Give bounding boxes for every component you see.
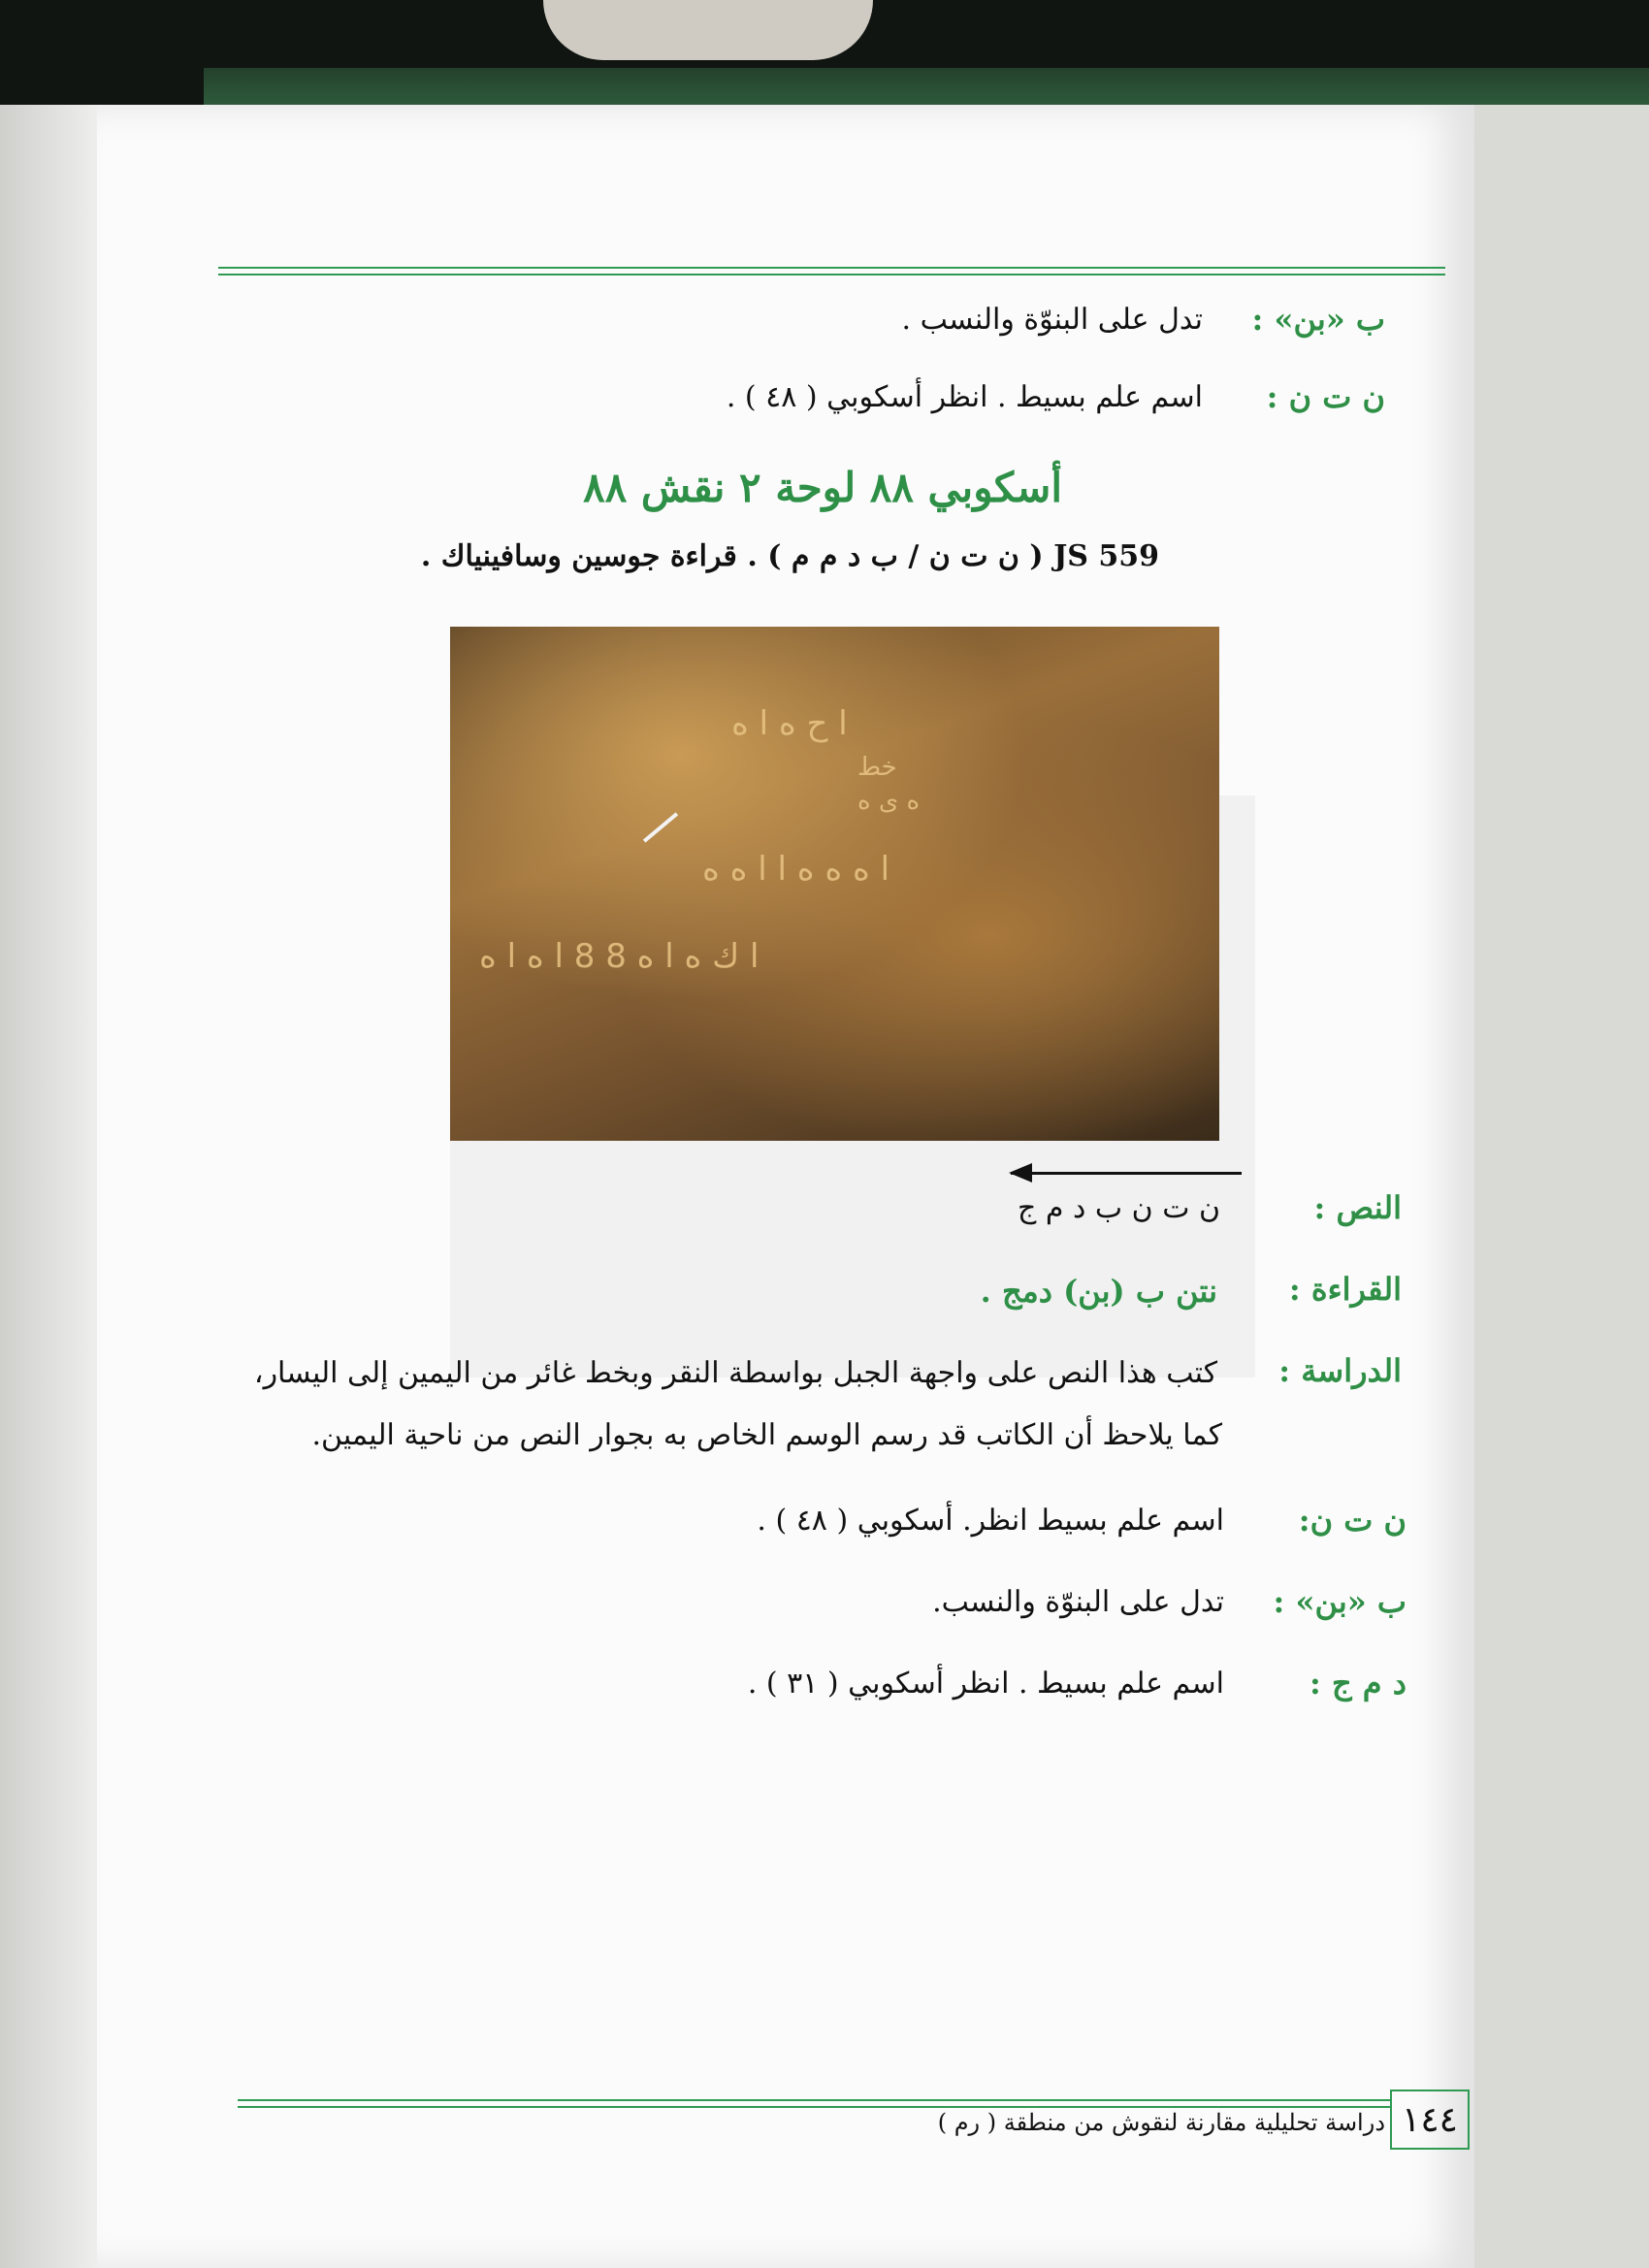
text-label: النص : xyxy=(1313,1189,1402,1226)
study-line-2: كما يلاحظ أن الكاتب قد رسم الوسم الخاص به بجوار النص من ناحية اليمين. xyxy=(311,1418,1222,1452)
rock-inscription-photo xyxy=(450,627,1219,1141)
note-definition-3: اسم علم بسيط . انظر أسكوبي ( ٣١ ) . xyxy=(747,1667,1224,1701)
page-gutter xyxy=(0,105,97,2268)
photo-mark-1: ا ح ه ا ه xyxy=(731,704,848,743)
scan-top-edge xyxy=(0,0,1649,105)
note-term-3: د م ج : xyxy=(1310,1665,1406,1701)
note-definition-1: اسم علم بسيط انظر. أسكوبي ( ٤٨ ) . xyxy=(757,1504,1224,1538)
footer-book-title: دراسة تحليلية مقارنة لنقوش من منطقة ( رم ) xyxy=(937,2109,1385,2136)
page-number: ١٤٤ xyxy=(1390,2090,1470,2150)
note-term-1: ن ت ن: xyxy=(1298,1502,1406,1539)
header-rule-top xyxy=(218,267,1445,269)
reading-value: نتن ب (بن) دمج . xyxy=(980,1273,1217,1310)
footer-rule-bottom xyxy=(238,2106,1392,2108)
reading-label: القراءة : xyxy=(1288,1271,1402,1308)
book-binding xyxy=(204,68,1649,105)
scan-object xyxy=(543,0,873,60)
reading-direction-arrowhead xyxy=(1009,1163,1032,1183)
inscription-title: أسكوبي ٨٨ لوحة ٢ نقش ٨٨ xyxy=(583,464,1062,511)
footer-rule-top xyxy=(238,2099,1392,2101)
photo-mark-3: ه ى ه xyxy=(857,787,921,816)
inscription-subtitle: JS 559 ( ن ت ن / ب د م م ) . قراءة جوسين وسافينياك . xyxy=(420,539,1159,573)
note-term-2: ب «بن» : xyxy=(1273,1583,1406,1620)
study-label: الدراسة : xyxy=(1278,1352,1402,1389)
header-term-2: ن ت ن : xyxy=(1266,378,1385,415)
header-definition-2: اسم علم بسيط . انظر أسكوبي ( ٤٨ ) . xyxy=(726,380,1203,414)
study-line-1: كتب هذا النص على واجهة الجبل بواسطة النقر وبخط غائر من اليمين إلى اليسار، xyxy=(253,1356,1217,1390)
photo-mark-2: خط xyxy=(857,753,897,782)
reading-direction-line xyxy=(1011,1172,1242,1175)
photo-mark-5: ا ك ه ا ه 8 8 ا ه ا ه xyxy=(479,937,760,976)
photo-mark-4: ا ه ه ه ا ا ه ه xyxy=(702,850,890,889)
photo-pointer-arrow xyxy=(643,812,678,842)
header-term-1: ب «بن» : xyxy=(1251,301,1385,338)
header-rule-bottom xyxy=(218,274,1445,275)
text-value: ن ت ن ب د م ج xyxy=(1017,1191,1220,1225)
note-definition-2: تدل على البنوّة والنسب. xyxy=(932,1585,1224,1619)
header-definition-1: تدل على البنوّة والنسب . xyxy=(901,303,1203,337)
